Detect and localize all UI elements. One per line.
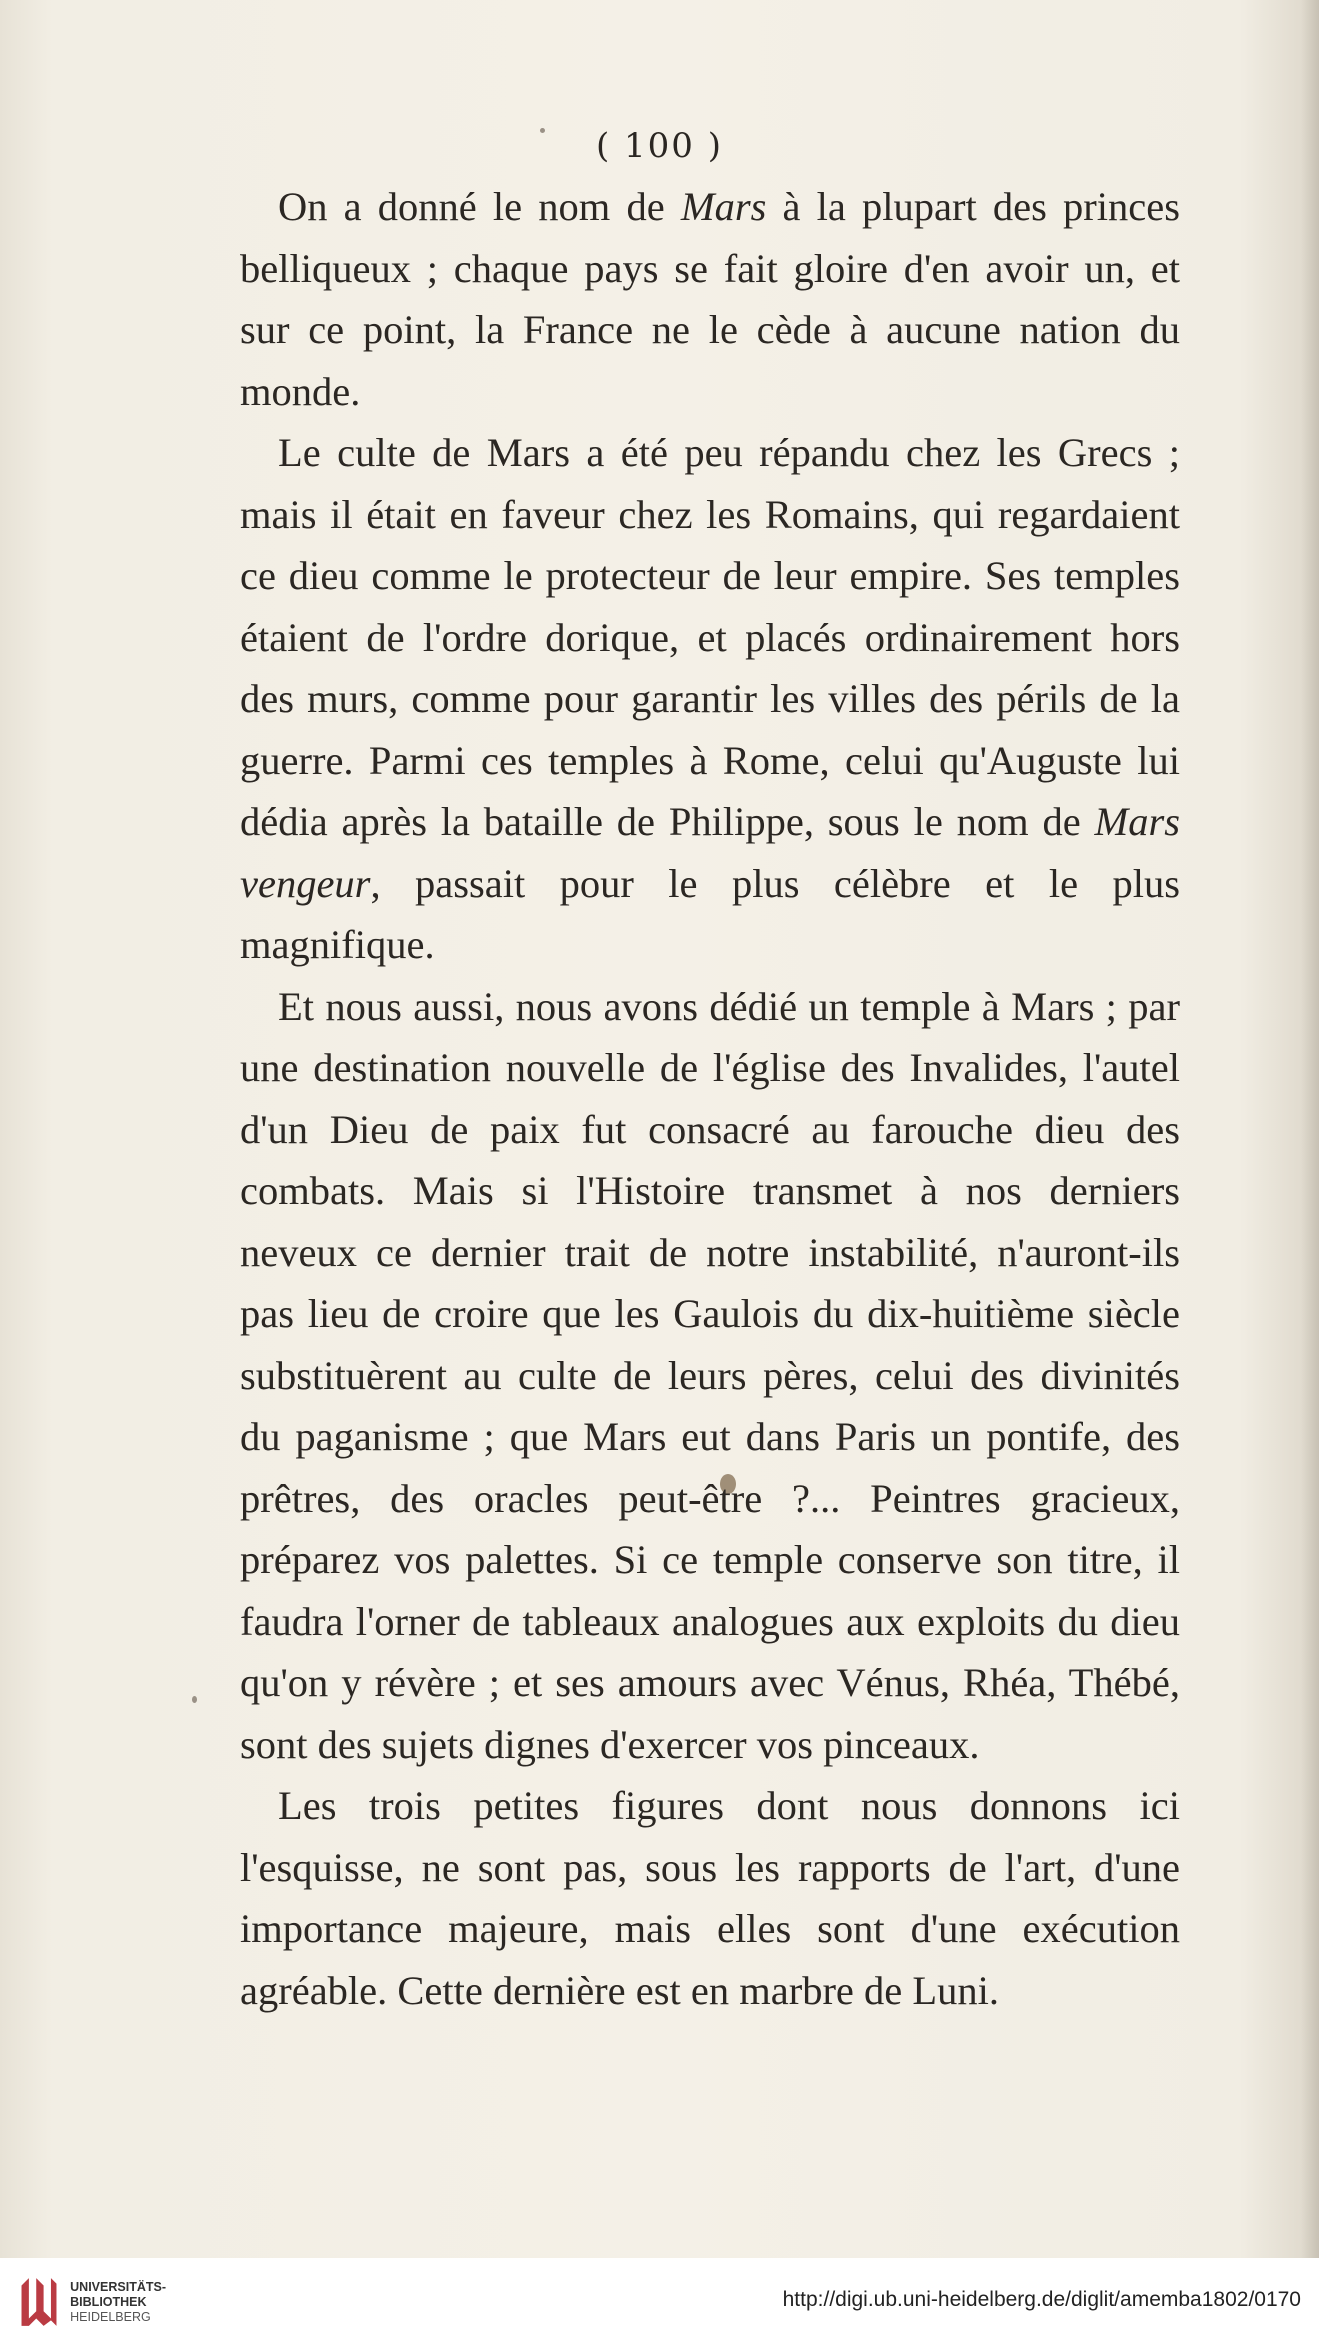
text-run: Et nous aussi, nous avons dédié un temple à Mars ; par une destination nouvelle de l'église des Invalides, l'autel d'un Dieu de paix fut consacré au farouche dieu des combats. Mais si l'Histoire transmet à nos derniers neveux ce dernier trait de notre instabilité, n'auront-ils pas lieu de croire que les Gaulois du dix-huitième siècle substituèrent au culte de leurs pères, celui des divinités du paganisme ; que Mars eut dans Paris un pontife, des prêtres, des oracles peut-être ?... Peintres gracieux, préparez vos palettes. Si ce temple conserve son titre, il faudra l'orner de tableaux analogues aux exploits du dieu qu'on y révère ; et ses amours avec Vénus, Rhéa, Thébé, sont des sujets dignes d'exercer vos pinceaux. xyxy=(240,983,1180,1767)
library-logo[interactable] xyxy=(16,2262,166,2342)
logo-line: BIBLIOTHEK xyxy=(70,2294,147,2309)
text-run: Le culte de Mars a été peu répandu chez les Grecs ; mais il était en faveur chez les Romains, qui regardaient ce dieu comme le protecteur de leur empire. Ses temples étaient de l'ordre dorique, et placés ordinairement hors des murs, comme pour garantir les villes des périls de la guerre. Parmi ces temples à Rome, celui qu'Auguste lui dédia après la bataille de Philippe, sous le nom de xyxy=(240,430,1180,844)
text-run: On a donné le nom de xyxy=(278,184,681,229)
paragraph xyxy=(240,422,1180,976)
text-run: Les trois petites figures dont nous donnons ici l'esquisse, ne sont pas, sous les rapports de l'art, d'une importance majeure, mais elles sont d'une exécution agréable. Cette dernière est en marbre de Luni. xyxy=(240,1783,1180,2013)
ink-speck xyxy=(192,1696,197,1703)
library-logo-text xyxy=(70,2280,166,2325)
logo-line: HEIDELBERG xyxy=(70,2309,151,2324)
text-run: à la plupart des princes belliqueux ; chaque pays se fait gloire d'en avoir un, et sur ce point, la France ne le cède à aucune nation du monde. xyxy=(240,184,1180,414)
source-url-link[interactable]: http://digi.ub.uni-heidelberg.de/diglit/amemba1802/0170 xyxy=(782,2288,1301,2311)
page-edge-shadow xyxy=(1301,0,1319,2258)
library-logo-icon xyxy=(16,2270,60,2334)
italic-run: Mars xyxy=(680,184,767,229)
italic-run: Mars vengeur xyxy=(240,799,1180,906)
paragraph xyxy=(240,976,1180,1776)
body-text xyxy=(240,176,1180,2021)
paragraph xyxy=(240,176,1180,422)
text-run: , passait pour le plus célèbre et le plus magnifique. xyxy=(240,860,1180,967)
logo-line: UNIVERSITÄTS- xyxy=(70,2279,166,2294)
page-number: ( 100 ) xyxy=(595,126,724,166)
paragraph xyxy=(240,1775,1180,2021)
